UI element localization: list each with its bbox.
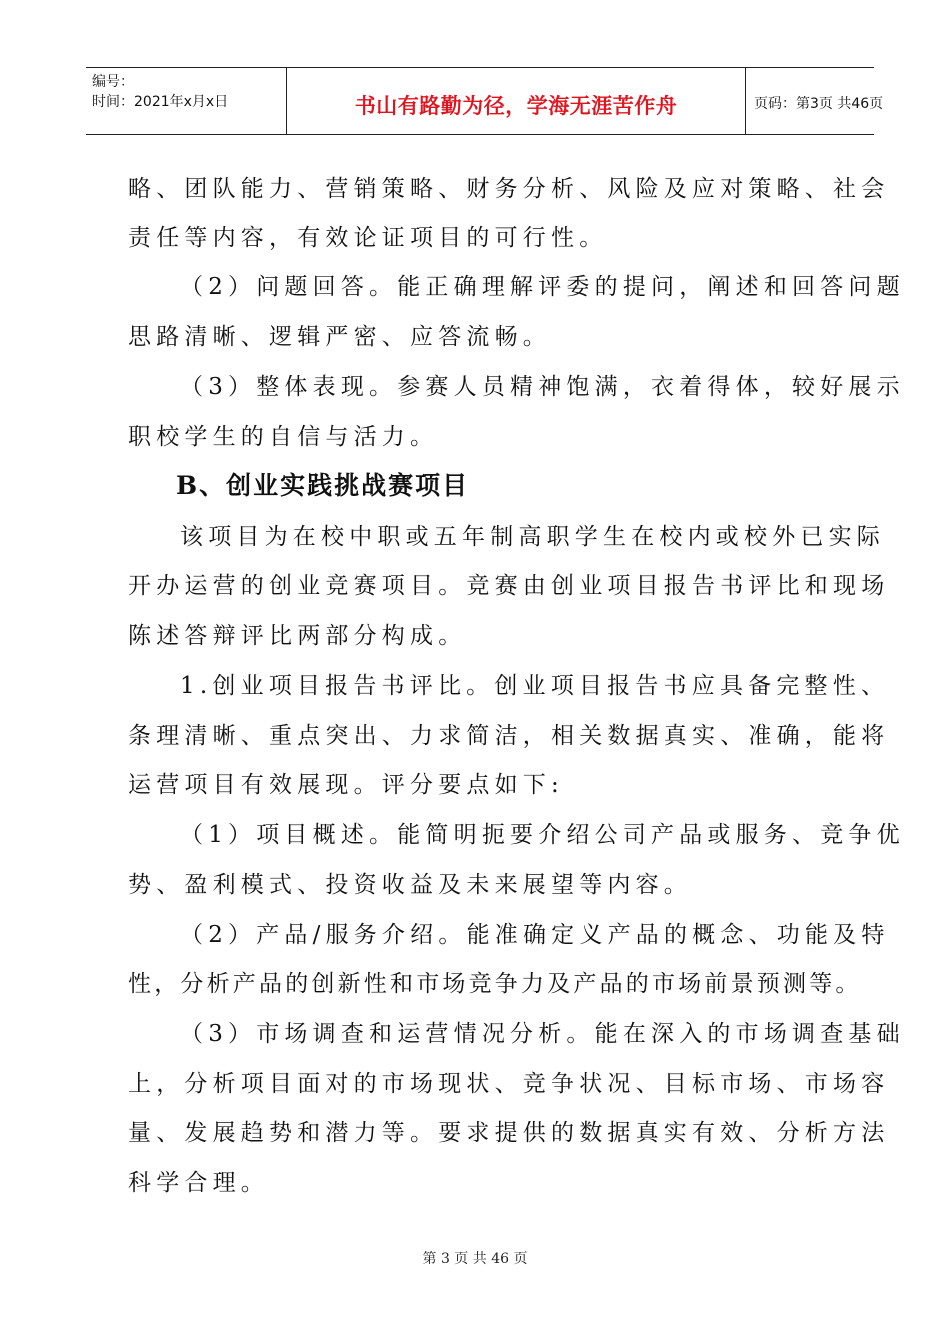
body-line: 该项目为在校中职或五年制高职学生在校内或校外已实际 — [180, 524, 885, 550]
body-line: 性，分析产品的创新性和市场竞争力及产品的市场前景预测等。 — [128, 971, 862, 997]
body-line: 运营项目有效展现。评分要点如下: — [128, 772, 564, 798]
body-line: 略、团队能力、营销策略、财务分析、风险及应对策略、社会 — [128, 176, 890, 202]
header-page-cell — [746, 68, 884, 134]
header-motto: 书山有路勤为径，学海无涯苦作舟 — [354, 94, 678, 118]
section-heading: B、创业实践挑战赛项目 — [176, 471, 470, 500]
body-line: 上，分析项目面对的市场现状、竞争状况、目标市场、市场容 — [128, 1071, 890, 1097]
body-line: （3）市场调查和运营情况分析。能在深入的市场调查基础 — [180, 1021, 905, 1047]
body-line: 势、盈利模式、投资收益及未来展望等内容。 — [128, 872, 692, 898]
body-line: 职校学生的自信与活力。 — [128, 424, 439, 450]
body-line: 条理清晰、重点突出、力求简洁，相关数据真实、准确，能将 — [128, 723, 890, 749]
body-line: 科学合理。 — [128, 1170, 269, 1196]
body-line: 1.创业项目报告书评比。创业项目报告书应具备完整性、 — [180, 673, 890, 699]
header-motto-cell — [286, 68, 746, 134]
body-line: 思路清晰、逻辑严密、应答流畅。 — [128, 324, 551, 350]
header-meta — [86, 68, 286, 134]
document-time-label: 时间：2021年x月x日 — [92, 94, 229, 110]
body-line: 责任等内容，有效论证项目的可行性。 — [128, 225, 608, 251]
body-line: 陈述答辩评比两部分构成。 — [128, 623, 467, 649]
body-line: （1）项目概述。能简明扼要介绍公司产品或服务、竞争优 — [180, 822, 905, 848]
body-line: 开办运营的创业竞赛项目。竞赛由创业项目报告书评比和现场 — [128, 573, 890, 599]
body-line: 量、发展趋势和潜力等。要求提供的数据真实有效、分析方法 — [128, 1120, 890, 1146]
body-line: （2）问题回答。能正确理解评委的提问，阐述和回答问题 — [180, 274, 905, 300]
body-line: （2）产品/服务介绍。能准确定义产品的概念、功能及特 — [180, 922, 890, 948]
document-number-label: 编号： — [92, 74, 134, 90]
page-footer: 第 3 页 共 46 页 — [422, 1251, 528, 1267]
body-line: （3）整体表现。参赛人员精神饱满，衣着得体，较好展示 — [180, 374, 905, 400]
page-header — [86, 67, 884, 135]
header-page-label: 页码：第3页 共46页 — [754, 96, 884, 112]
